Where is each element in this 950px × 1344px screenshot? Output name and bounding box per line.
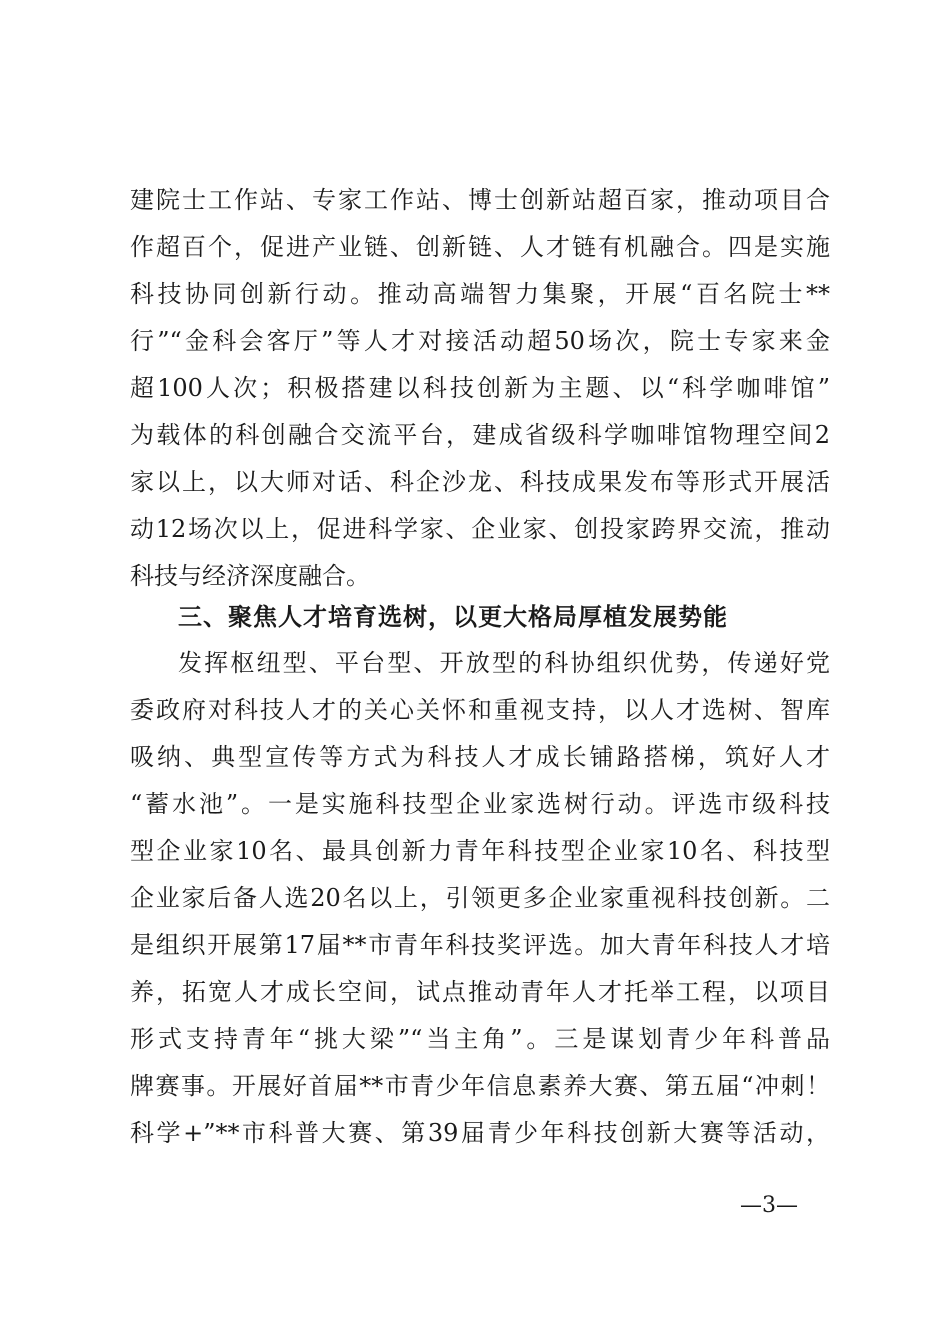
paragraph-2-line-6: 企业家后备人选20名以上，引领更多企业家重视科技创新。二 bbox=[130, 884, 830, 912]
paragraph-1-line-7: 家以上，以大师对话、科企沙龙、科技成果发布等形式开展活 bbox=[130, 468, 830, 496]
paragraph-1-line-4: 行”“金科会客厅”等人才对接活动超50场次，院士专家来金 bbox=[130, 327, 830, 355]
paragraph-2-line-4: “蓄水池”。一是实施科技型企业家选树行动。评选市级科技 bbox=[130, 790, 830, 818]
paragraph-2-line-7: 是组织开展第17届**市青年科技奖评选。加大青年科技人才培 bbox=[130, 931, 830, 959]
paragraph-2-line-1: 发挥枢纽型、平台型、开放型的科协组织优势，传递好党 bbox=[178, 649, 830, 677]
paragraph-1-line-8: 动12场次以上，促进科学家、企业家、创投家跨界交流，推动 bbox=[130, 515, 830, 543]
paragraph-2-line-8: 养，拓宽人才成长空间，试点推动青年人才托举工程，以项目 bbox=[130, 978, 830, 1006]
paragraph-1-line-2: 作超百个，促进产业链、创新链、人才链有机融合。四是实施 bbox=[130, 233, 830, 261]
paragraph-2-line-11: 科学+”**市科普大赛、第39届青少年科技创新大赛等活动， bbox=[130, 1119, 830, 1147]
paragraph-2-line-10: 牌赛事。开展好首届**市青少年信息素养大赛、第五届“冲刺！ bbox=[130, 1072, 830, 1100]
paragraph-2-line-5: 型企业家10名、最具创新力青年科技型企业家10名、科技型 bbox=[130, 837, 830, 865]
paragraph-1-line-5: 超100人次；积极搭建以科技创新为主题、以“科学咖啡馆” bbox=[130, 374, 830, 402]
paragraph-1-line-3: 科技协同创新行动。推动高端智力集聚，开展“百名院士** bbox=[130, 280, 830, 308]
paragraph-1-line-1: 建院士工作站、专家工作站、博士创新站超百家，推动项目合 bbox=[130, 186, 830, 214]
paragraph-1-line-9: 科技与经济深度融合。 bbox=[130, 562, 370, 590]
section-heading: 三、聚焦人才培育选树，以更大格局厚植发展势能 bbox=[178, 603, 728, 631]
paragraph-1-line-6: 为载体的科创融合交流平台，建成省级科学咖啡馆物理空间2 bbox=[130, 421, 830, 449]
page-number: —3— bbox=[740, 1193, 798, 1218]
paragraph-2-line-2: 委政府对科技人才的关心关怀和重视支持，以人才选树、智库 bbox=[130, 696, 830, 724]
paragraph-2-line-3: 吸纳、典型宣传等方式为科技人才成长铺路搭梯，筑好人才 bbox=[130, 743, 830, 771]
paragraph-2-line-9: 形式支持青年“挑大梁”“当主角”。三是谋划青少年科普品 bbox=[130, 1025, 830, 1053]
